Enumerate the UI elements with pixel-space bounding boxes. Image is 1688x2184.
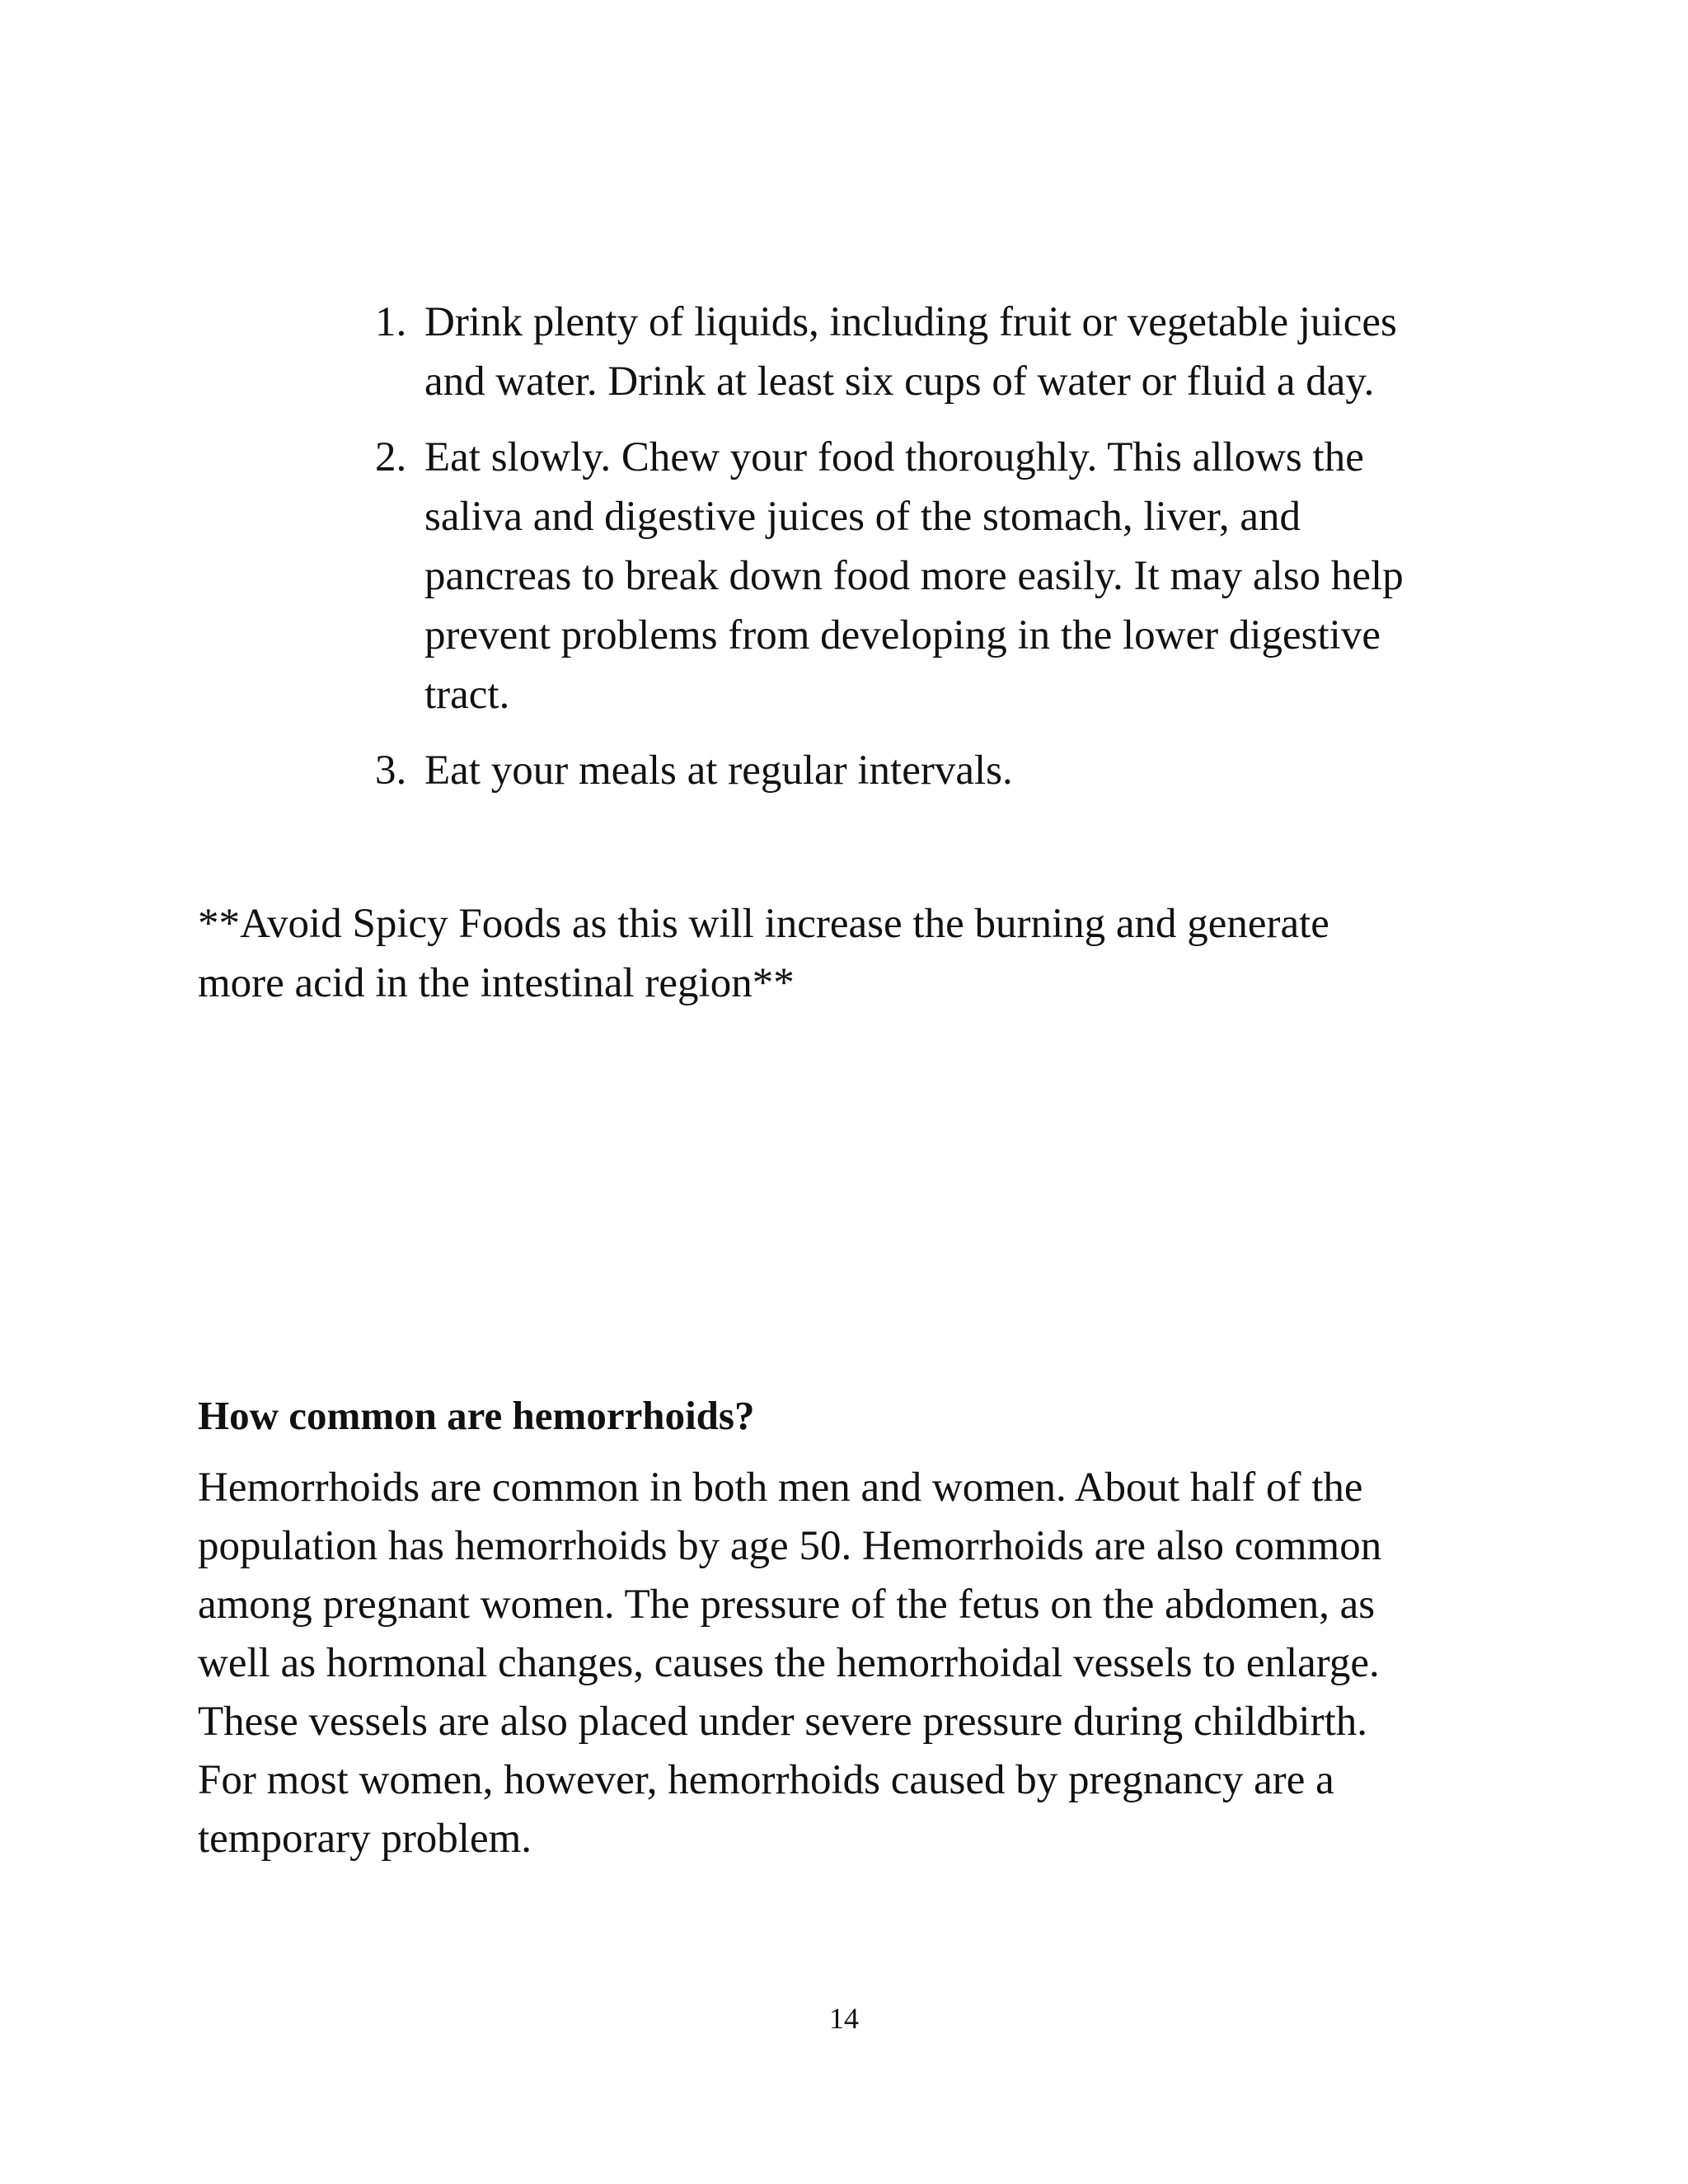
list-item [375,293,1447,411]
list-item-number: 2. [375,434,407,480]
page-number: 14 [829,2002,859,2035]
list-item-text: Eat your meals at regular intervals. [424,748,1013,794]
list-item [375,428,1447,724]
list-item-number: 1. [375,299,407,345]
section-heading: How common are hemorrhoids? [198,1393,755,1438]
tips-list [375,293,1447,817]
list-item-number: 3. [375,748,407,794]
list-item-text: Eat slowly. Chew your food thoroughly. This allows the saliva and digestive juices of the stomach, liver, and pancreas to break down food more easily. It may also help prevent problems from developing in the lower digestive tract. [424,434,1404,718]
section-body: Hemorrhoids are common in both men and women. About half of the population has hemorrhoids by age 50. Hemorrhoids are also common among pregnant women. The pressure of the fetus on the abdomen, as well as hormonal changes, causes the hemorrhoidal vessels to enlarge. These vessels are also placed under severe pressure during childbirth. For most women, however, hemorrhoids caused by pregnancy are a temporary problem. [198,1465,1382,1862]
spicy-foods-note: **Avoid Spicy Foods as this will increase the burning and generate more acid in the intestinal region** [198,901,1329,1006]
list-item-text: Drink plenty of liquids, including fruit or vegetable juices and water. Drink at least six cups of water or fluid a day. [424,299,1397,405]
list-item [375,741,1447,800]
